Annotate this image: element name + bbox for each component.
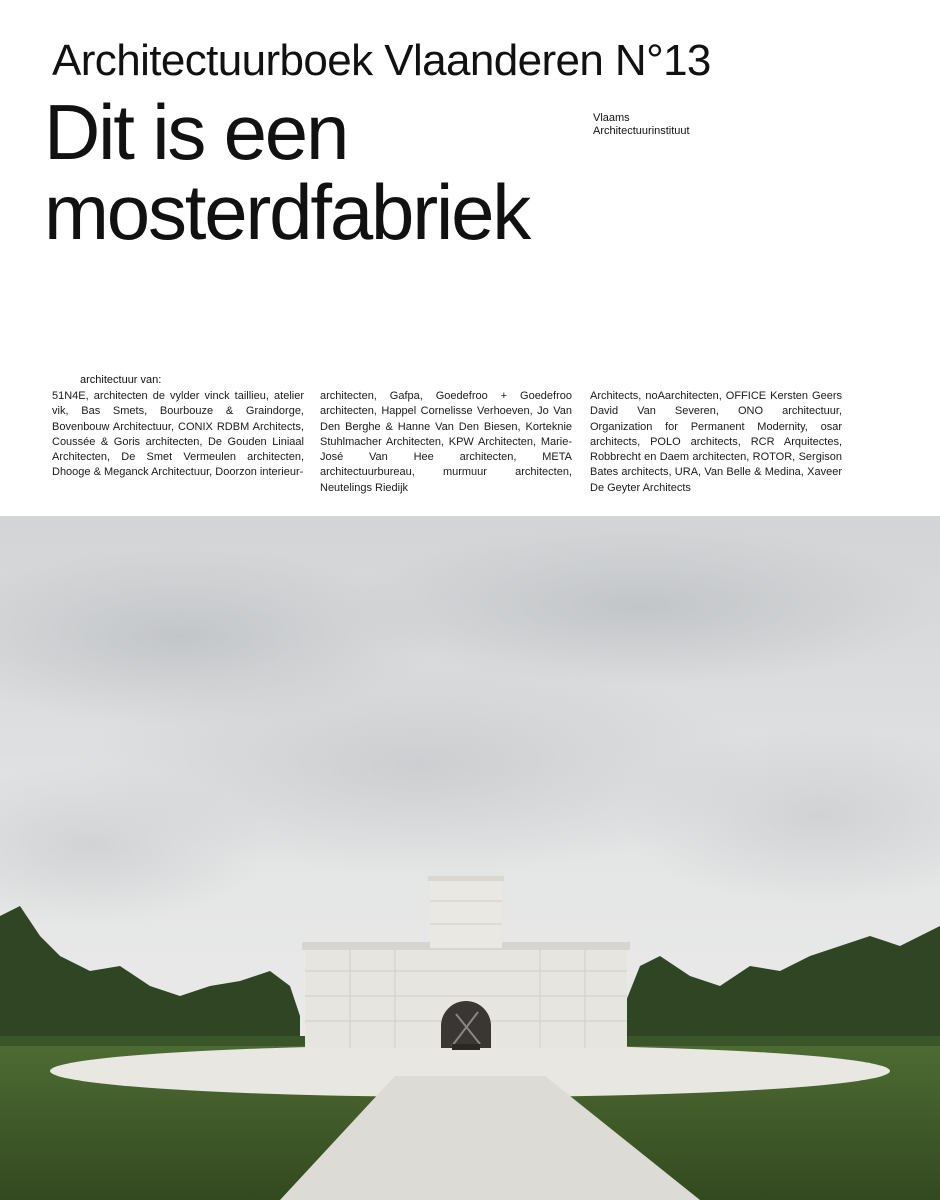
cover-photo-illustration <box>0 516 940 1200</box>
book-title-line-1: Dit is een <box>44 88 348 176</box>
publisher-line-2: Architectuurinstituut <box>593 125 690 137</box>
series-title: Architectuurboek Vlaanderen N°13 <box>52 36 711 85</box>
book-title <box>44 88 530 256</box>
cover-photo <box>0 516 940 1200</box>
architects-intro: architectuur van: <box>80 374 162 386</box>
architects-column-2: architecten, Gafpa, Goedefroo + Goedefroo architecten, Happel Cornelisse Verhoeven, Jo Van Den Berghe & Hanne Van Den Biesen, Korteknie Stuhlmacher Architecten, KPW Architecten, Marie-José Van Hee architecten, META architectuurbureau, murmuur architecten, Neutelings Riedijk <box>320 390 572 494</box>
architects-column-3: Architects, noAarchitecten, OFFICE Kersten Geers David Van Severen, ONO architectuur, Organization for Permanent Modernity, osar architects, POLO architects, RCR Arquitectes, Robbrecht en Daem architecten, ROTOR, Sergison Bates architects, URA, Van Belle & Medina, Xaveer De Geyter Architects <box>590 390 842 494</box>
publisher-line-1: Vlaams <box>593 112 630 124</box>
publisher <box>593 112 690 138</box>
book-title-line-2: mosterdfabriek <box>44 168 530 256</box>
architects-column-1: 51N4E, architecten de vylder vinck taillieu, atelier vik, Bas Smets, Bourbouze & Graindorge, Bovenbouw Architectuur, CONIX RDBM Architects, Coussée & Goris architecten, De Gouden Liniaal Architecten, De Smet Vermeulen architecten, Dhooge & Meganck Architectuur, Doorzon interieur- <box>52 390 304 479</box>
